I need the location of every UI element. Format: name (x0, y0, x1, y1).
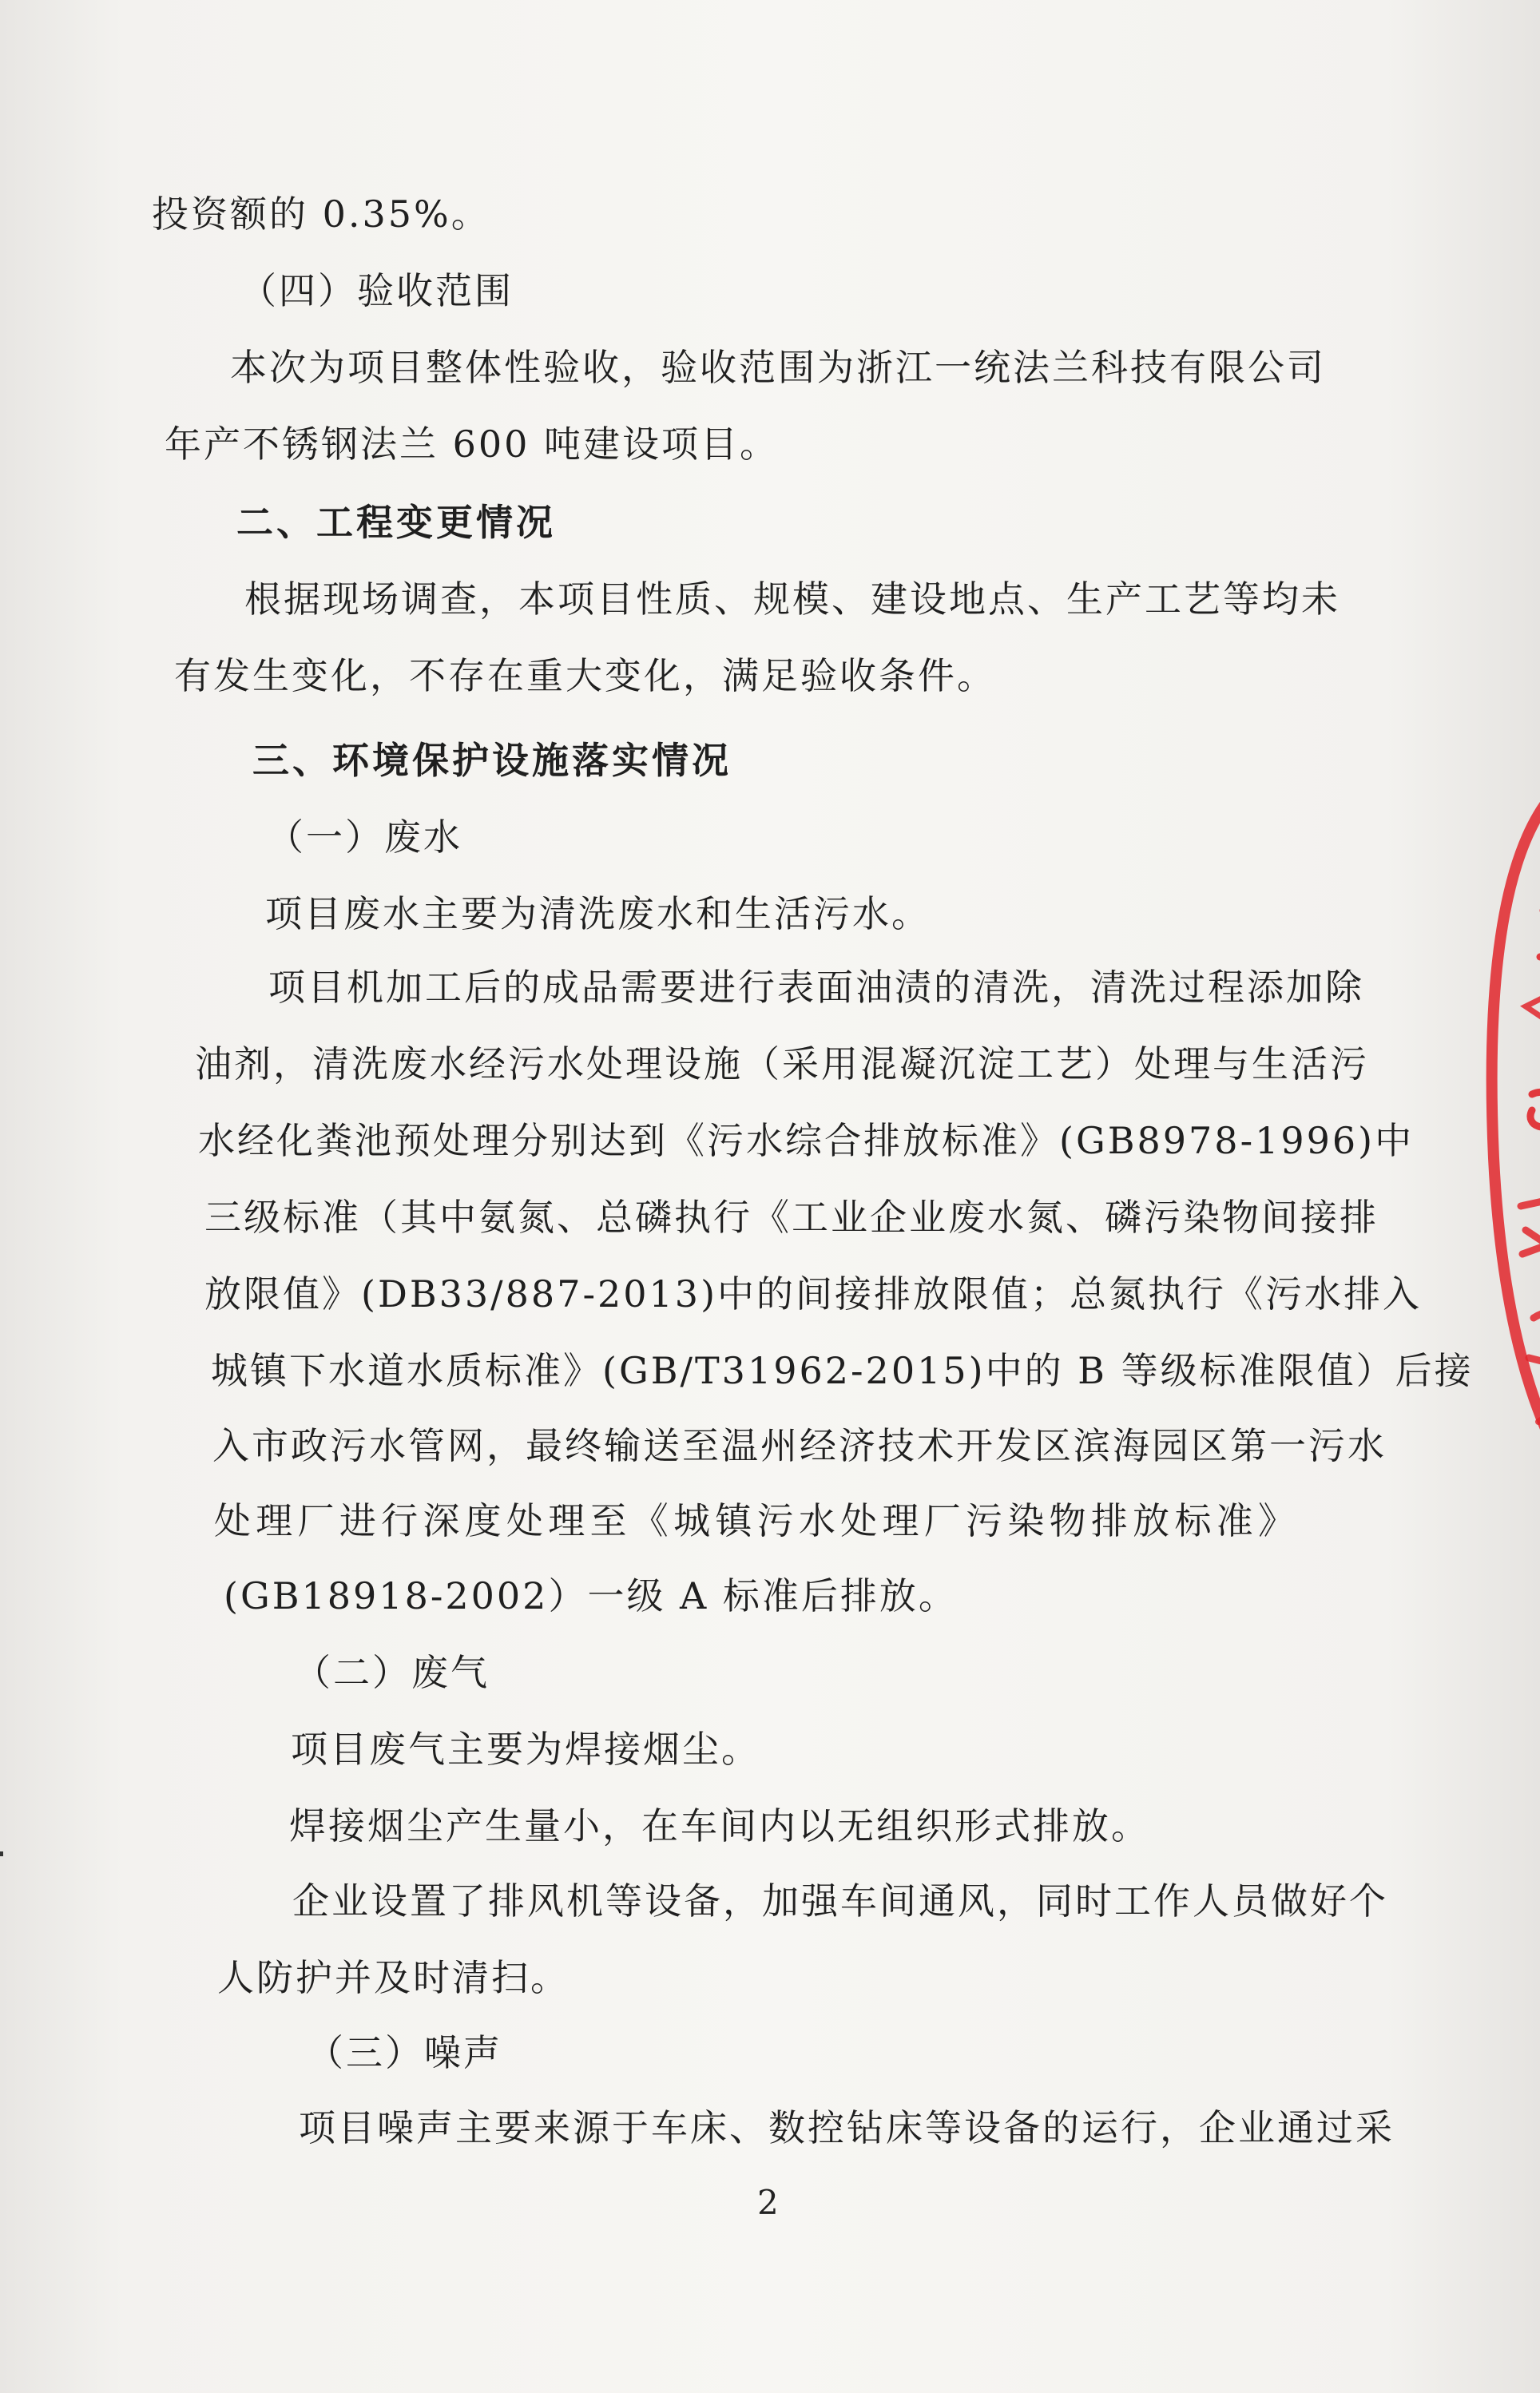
paragraph-line: 放限值》(DB33/887-2013)中的间接排放限值；总氮执行《污水排入 (204, 1272, 1423, 1316)
section-heading: （二）废气 (294, 1651, 490, 1694)
seal-stamp-icon (1470, 743, 1540, 1558)
section-heading: 三、环境保护设施落实情况 (252, 739, 732, 782)
paragraph-line: 油剂，清洗废水经污水处理设施（采用混凝沉淀工艺）处理与生活污 (195, 1042, 1369, 1085)
section-heading: （一）废水 (267, 816, 462, 859)
paragraph-line: 项目噪声主要来源于车床、数控钻床等设备的运行，企业通过采 (299, 2106, 1395, 2149)
section-heading: （三）噪声 (307, 2031, 502, 2074)
paragraph-line: 项目废气主要为焊接烟尘。 (291, 1728, 760, 1771)
paragraph-line: 城镇下水道水质标准》(GB/T31962-2015)中的 B 等级标准限值）后接 (211, 1349, 1474, 1392)
section-heading: 二、工程变更情况 (236, 501, 556, 544)
paragraph-line: 入市政污水管网，最终输送至温州经济技术开发区滨海园区第一污水 (212, 1424, 1387, 1467)
paragraph-line: 焊接烟尘产生量小，在车间内以无组织形式排放。 (289, 1804, 1150, 1847)
paragraph-line: 本次为项目整体性验收，验收范围为浙江一统法兰科技有限公司 (230, 346, 1326, 389)
section-heading: （四）验收范围 (240, 269, 514, 312)
paragraph-line: 人防护并及时清扫。 (217, 1956, 570, 1999)
paragraph-line: 三级标准（其中氨氮、总磷执行《工业企业废水氮、磷污染物间接排 (204, 1196, 1379, 1239)
page-number: 2 (757, 2183, 779, 2222)
paragraph-line: 企业设置了排风机等设备，加强车间通风，同时工作人员做好个 (292, 1879, 1388, 1923)
scan-edge-mark (0, 1851, 3, 1856)
paragraph-line: 项目废水主要为清洗废水和生活污水。 (265, 892, 931, 935)
paragraph-line: 投资额的 0.35%。 (152, 192, 490, 236)
paragraph-line: (GB18918-2002）一级 A 标准后排放。 (224, 1574, 958, 1617)
paragraph-line: 处理厂进行深度处理至《城镇污水处理厂污染物排放标准》 (214, 1499, 1297, 1542)
paragraph-line: 项目机加工后的成品需要进行表面油渍的清洗，清洗过程添加除 (268, 966, 1364, 1009)
paragraph-line: 有发生变化，不存在重大变化，满足验收条件。 (174, 654, 996, 697)
paragraph-line: 年产不锈钢法兰 600 吨建设项目。 (165, 423, 780, 466)
paragraph-line: 根据现场调查，本项目性质、规模、建设地点、生产工艺等均未 (244, 577, 1340, 621)
paragraph-line: 水经化粪池预处理分别达到《污水综合排放标准》(GB8978-1996)中 (198, 1119, 1415, 1162)
